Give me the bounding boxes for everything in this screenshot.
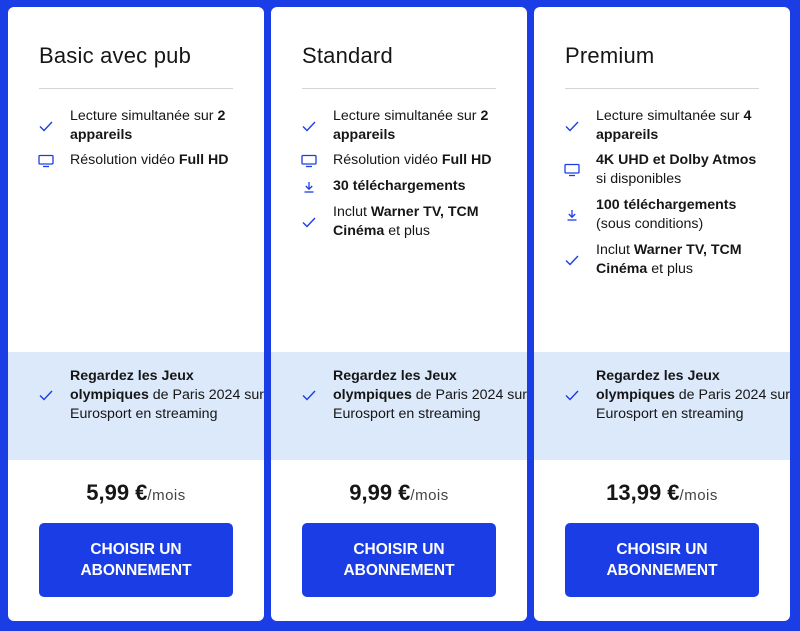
promo-bold: Regardez les Jeux olympiques: [70, 368, 194, 403]
download-icon: [301, 179, 317, 195]
promo-band: [8, 352, 264, 460]
feature-bold: 4K UHD et Dolby Atmos: [596, 152, 757, 168]
check-icon: [38, 118, 54, 134]
feature-text: Inclut: [333, 204, 371, 220]
choose-plan-button[interactable]: CHOISIR UN ABONNEMENT: [302, 523, 496, 597]
feature-after: et plus: [647, 261, 693, 277]
plan-title: Basic avec pub: [39, 43, 191, 68]
tv-icon: [38, 153, 54, 169]
price-period: /mois: [679, 487, 718, 504]
plan-title: Standard: [302, 43, 393, 68]
check-icon: [564, 252, 580, 268]
feature-bold: 4 appareils: [596, 108, 752, 143]
price: [271, 480, 527, 506]
feature-text: Lecture simultanée sur: [596, 108, 744, 124]
feature-item: [36, 151, 236, 170]
plan-card-premium: [534, 7, 790, 621]
price-amount: 13,99 €: [606, 480, 680, 505]
feature-item: [299, 107, 499, 145]
feature-list: [299, 107, 499, 241]
feature-bold: Full HD: [441, 152, 492, 168]
feature-item: [562, 107, 762, 145]
plan-card-standard: [271, 7, 527, 621]
promo-band: [271, 352, 527, 460]
feature-bold: Full HD: [178, 152, 229, 168]
feature-item: [36, 107, 236, 145]
promo-bold: Regardez les Jeux olympiques: [596, 368, 720, 403]
price-period: /mois: [147, 487, 186, 504]
price-period: /mois: [410, 487, 449, 504]
feature-item: [299, 177, 499, 196]
check-icon: [301, 388, 317, 404]
feature-bold: 2 appareils: [70, 108, 226, 143]
tv-icon: [564, 162, 580, 178]
feature-bold: Warner TV, TCM Cinéma: [333, 204, 479, 239]
divider: [302, 88, 496, 89]
price: [534, 480, 790, 506]
price-amount: 9,99 €: [349, 480, 411, 505]
price-amount: 5,99 €: [86, 480, 148, 505]
promo-item: [299, 367, 527, 424]
promo-text: de Paris 2024 sur Eurosport en streaming: [596, 387, 790, 422]
feature-text: Résolution vidéo: [333, 152, 442, 168]
download-icon: [564, 207, 580, 223]
price: [8, 480, 264, 506]
promo-item: [36, 367, 264, 424]
feature-item: [299, 203, 499, 241]
feature-after: et plus: [384, 223, 430, 239]
promo-text: de Paris 2024 sur Eurosport en streaming: [70, 387, 264, 422]
feature-after: (sous conditions): [596, 216, 704, 232]
promo-bold: Regardez les Jeux olympiques: [333, 368, 457, 403]
feature-list: [36, 107, 236, 170]
feature-after: si disponibles: [596, 171, 682, 187]
promo-item: [562, 367, 790, 424]
divider: [39, 88, 233, 89]
feature-text: Lecture simultanée sur: [70, 108, 218, 124]
check-icon: [301, 214, 317, 230]
feature-bold: 2 appareils: [333, 108, 489, 143]
check-icon: [301, 118, 317, 134]
check-icon: [564, 118, 580, 134]
choose-plan-button[interactable]: CHOISIR UN ABONNEMENT: [39, 523, 233, 597]
feature-list: [562, 107, 762, 279]
feature-text: Résolution vidéo: [70, 152, 179, 168]
check-icon: [38, 388, 54, 404]
tv-icon: [301, 153, 317, 169]
promo-band: [534, 352, 790, 460]
feature-item: [562, 241, 762, 279]
feature-item: [562, 151, 762, 189]
divider: [565, 88, 759, 89]
feature-bold: Warner TV, TCM Cinéma: [596, 242, 742, 277]
plan-card-basic: [8, 7, 264, 621]
check-icon: [564, 388, 580, 404]
choose-plan-button[interactable]: CHOISIR UN ABONNEMENT: [565, 523, 759, 597]
plan-title: Premium: [565, 43, 655, 68]
promo-text: de Paris 2024 sur Eurosport en streaming: [333, 387, 527, 422]
feature-item: [299, 151, 499, 170]
feature-text: Inclut: [596, 242, 634, 258]
feature-text: Lecture simultanée sur: [333, 108, 481, 124]
feature-bold: 100 téléchargements: [596, 197, 737, 213]
feature-bold: 30 téléchargements: [333, 178, 466, 194]
feature-item: [562, 196, 762, 234]
